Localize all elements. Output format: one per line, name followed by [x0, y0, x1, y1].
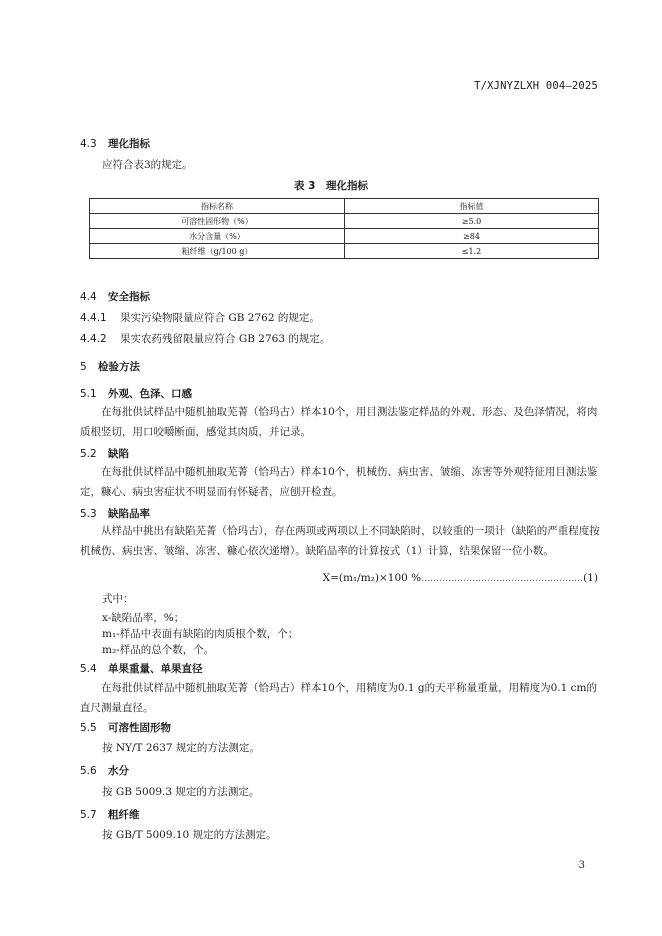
- formula-variable: m₁-样品中表面有缺陷的肉质根个数，个；: [102, 628, 299, 640]
- section-number: 5.7: [80, 809, 97, 821]
- section-4-4-heading: [80, 289, 150, 304]
- section-5-3-heading: [80, 506, 150, 521]
- section-number: 5.6: [80, 765, 97, 777]
- clause-number: 4.4.2: [80, 333, 107, 345]
- table-header-cell: 指标值: [345, 199, 599, 214]
- section-5-4-body: 在每批供试样品中随机抽取芜菁（恰玛古）样本10个，用精度为0.1 g的天平称量重量，用精度为0.1 cm的直尺测量直径。: [80, 682, 597, 714]
- section-title: 缺陷: [108, 448, 129, 460]
- section-number: 5.4: [80, 663, 97, 675]
- table-cell: 粗纤维（g/100 g）: [90, 244, 345, 259]
- table-cell: ≥5.0: [345, 214, 599, 229]
- table-cell: ≥84: [345, 229, 599, 244]
- clause-4-4-2: [80, 331, 330, 346]
- section-4-3-body: 应符合表3的规定。: [102, 159, 193, 171]
- table-row: [90, 244, 599, 259]
- table-cell: 水分含量（%）: [90, 229, 345, 244]
- section-number: 5: [80, 361, 87, 373]
- section-title: 单果重量、单果直径: [108, 663, 203, 675]
- formula-expression: X=(m₁/m₂)×100 %: [322, 572, 422, 584]
- section-title: 水分: [108, 765, 129, 777]
- clause-text: 果实农药残留限量应符合 GB 2763 的规定。: [120, 333, 331, 345]
- section-5-5-body: 按 NY/T 2637 规定的方法测定。: [102, 742, 260, 754]
- section-5-5-heading: [80, 720, 171, 735]
- formula-variable: m₂-样品的总个数，个。: [102, 644, 215, 656]
- formula-number: (1): [583, 572, 598, 584]
- table-header-row: [90, 199, 599, 214]
- section-number: 5.5: [80, 722, 97, 734]
- section-5-6-body: 按 GB 5009.3 规定的方法测定。: [102, 786, 260, 798]
- clause-text: 果实污染物限量应符合 GB 2762 的规定。: [120, 312, 320, 324]
- section-title: 粗纤维: [108, 809, 140, 821]
- formula-variable: x-缺陷品率，%；: [102, 612, 185, 624]
- section-title: 理化指标: [108, 138, 150, 150]
- table-header-cell: 指标名称: [90, 199, 345, 214]
- section-5-6-heading: [80, 763, 129, 778]
- clause-number: 4.4.1: [80, 312, 107, 324]
- physicochemical-table: [89, 198, 599, 259]
- section-number: 5.3: [80, 508, 97, 520]
- section-5-heading: [80, 359, 140, 374]
- page-number: 3: [578, 860, 585, 871]
- document-id: T/XJNYZLXH 004—2025: [474, 80, 598, 92]
- section-5-7-heading: [80, 807, 140, 822]
- section-5-1-heading: [80, 386, 192, 401]
- section-5-1-body: 在每批供试样品中随机抽取芜菁（恰玛古）样本10个，用目测法鉴定样品的外观、形态、及色泽情况，将肉质根竖切，用口咬嚼断面，感觉其肉质，并记录。: [80, 406, 598, 438]
- section-number: 4.3: [80, 138, 97, 150]
- defect-rate-formula: [323, 572, 598, 584]
- table-caption: 表 3 理化指标: [294, 180, 368, 192]
- section-number: 5.2: [80, 448, 97, 460]
- table-row: [90, 229, 599, 244]
- section-title: 外观、色泽、口感: [108, 388, 192, 400]
- clause-4-4-1: [80, 310, 320, 325]
- section-5-2-heading: [80, 446, 129, 461]
- formula-where-label: 式中：: [102, 593, 134, 605]
- section-title: 缺陷品率: [108, 508, 150, 520]
- section-5-2-body: 在每批供试样品中随机抽取芜菁（恰玛古）样本10个，机械伤、病虫害、皱缩、冻害等外观特征用目测法鉴定，糠心、病虫害症状不明显而有怀疑者，应刨开检查。: [80, 466, 598, 498]
- section-4-3-heading: [80, 136, 150, 151]
- section-number: 4.4: [80, 291, 97, 303]
- table-cell: ≤1.2: [345, 244, 599, 259]
- section-title: 安全指标: [108, 291, 150, 303]
- section-title: 可溶性固形物: [108, 722, 171, 734]
- section-5-3-body: 从样品中挑出有缺陷芜菁（恰玛古），存在两项或两项以上不同缺陷时，以较重的一项计（缺陷的严重程度按机械伤、病虫害、皱缩、冻害、糠心依次递增）。缺陷品率的计算按式（1）计算，结果保留一位小数。: [80, 525, 600, 557]
- section-number: 5.1: [80, 388, 97, 400]
- formula-leader-dots: ………………………………………………: [421, 574, 584, 584]
- section-5-4-heading: [80, 661, 203, 676]
- table-row: [90, 214, 599, 229]
- section-5-7-body: 按 GB/T 5009.10 规定的方法测定。: [102, 829, 277, 841]
- table-cell: 可溶性固形物（%）: [90, 214, 345, 229]
- section-title: 检验方法: [98, 361, 140, 373]
